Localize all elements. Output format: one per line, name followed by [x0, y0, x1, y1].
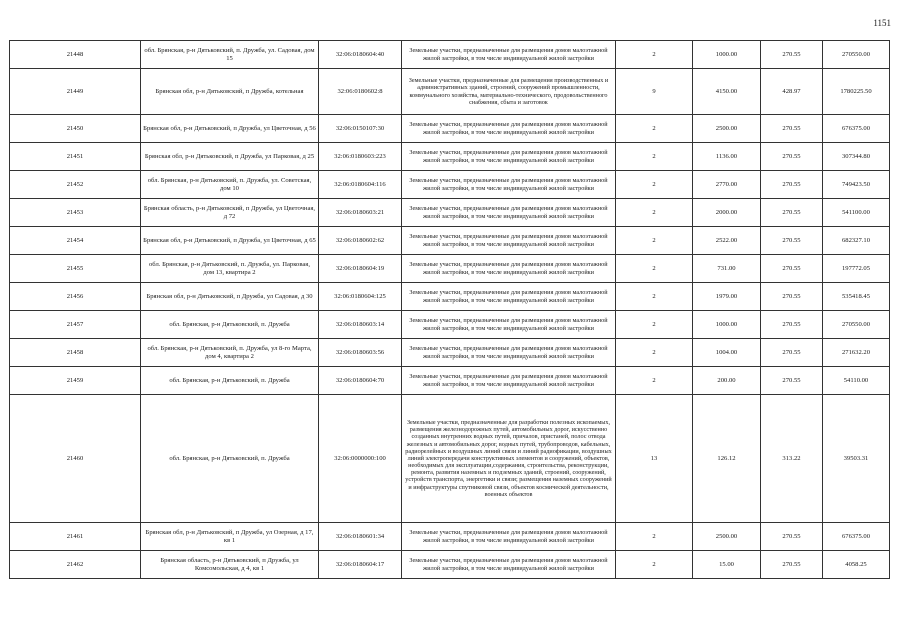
row-address: обл. Брянская, р-н Дятьковский, п. Дружба, ул. Советская, дом 10: [141, 171, 319, 199]
row-use-code: 2: [616, 283, 693, 311]
row-id: 21449: [10, 69, 141, 115]
row-value: 541100.00: [823, 199, 890, 227]
row-address: Брянская область, р-н Дятьковский, п Дружба, ул Комсомольская, д 4, кв 1: [141, 551, 319, 579]
row-use-code: 13: [616, 395, 693, 523]
row-use-code: 2: [616, 339, 693, 367]
row-address: обл. Брянская, р-н Дятьковский, п. Дружба, ул 8-го Марта, дом 4, квартира 2: [141, 339, 319, 367]
row-rate: 270.55: [761, 41, 823, 69]
row-cadastral-number: 32:06:0180603:14: [319, 311, 402, 339]
row-value: 1780225.50: [823, 69, 890, 115]
row-id: 21452: [10, 171, 141, 199]
row-area: 1000.00: [693, 41, 761, 69]
table-row: [10, 115, 890, 143]
row-area: 4150.00: [693, 69, 761, 115]
row-cadastral-number: 32:06:0180603:21: [319, 199, 402, 227]
row-cadastral-number: 32:06:0180602:8: [319, 69, 402, 115]
row-area: 2000.00: [693, 199, 761, 227]
row-use-code: 2: [616, 143, 693, 171]
row-use-code: 2: [616, 115, 693, 143]
row-use-code: 2: [616, 367, 693, 395]
row-rate: 313.22: [761, 395, 823, 523]
row-cadastral-number: 32:06:0180603:223: [319, 143, 402, 171]
row-cadastral-number: 32:06:0180604:125: [319, 283, 402, 311]
table-row: [10, 395, 890, 523]
row-cadastral-number: 32:06:0180604:116: [319, 171, 402, 199]
row-land-use: Земельные участки, предназначенные для размещения домов малоэтажной жилой застройки, в том числе индивидуальной жилой застройки: [402, 523, 616, 551]
row-cadastral-number: 32:06:0180604:17: [319, 551, 402, 579]
row-id: 21453: [10, 199, 141, 227]
row-rate: 428.97: [761, 69, 823, 115]
table-row: [10, 199, 890, 227]
row-rate: 270.55: [761, 339, 823, 367]
row-land-use: Земельные участки, предназначенные для разработки полезных ископаемых, размещения железнодорожных путей, автомобильных дорог, искусственно созданных внутренних водных путей, причалов, пристаней, полос отвода железных и автомобильных дорог, водных путей, трубопроводов, кабельных, радиорелейных и воздушных линий связи и линий радиофикации, воздушных линий электропередачи конструктивных элементов и сооружений, объектов, необходимых для эксплуатации,содержания, строительства, реконструкции, ремонта, развития наземных и подземных зданий, строений, сооружений, устройств транспорта, энергетики и связи; размещения наземных сооружений и инфраструктуры спутниковой связи, объектов космической деятельности, военных объектов: [402, 395, 616, 523]
row-address: обл. Брянская, р-н Дятьковский, п. Дружба, ул. Садовая, дом 15: [141, 41, 319, 69]
row-rate: 270.55: [761, 143, 823, 171]
row-area: 1004.00: [693, 339, 761, 367]
row-id: 21448: [10, 41, 141, 69]
row-id: 21459: [10, 367, 141, 395]
row-rate: 270.55: [761, 367, 823, 395]
row-address: обл. Брянская, р-н Дятьковский, п. Дружба: [141, 367, 319, 395]
row-land-use: Земельные участки, предназначенные для размещения домов малоэтажной жилой застройки, в том числе индивидуальной жилой застройки: [402, 227, 616, 255]
row-id: 21458: [10, 339, 141, 367]
row-area: 200.00: [693, 367, 761, 395]
row-land-use: Земельные участки, предназначенные для размещения домов малоэтажной жилой застройки, в том числе индивидуальной жилой застройки: [402, 367, 616, 395]
row-land-use: Земельные участки, предназначенные для размещения домов малоэтажной жилой застройки, в том числе индивидуальной жилой застройки: [402, 283, 616, 311]
row-rate: 270.55: [761, 227, 823, 255]
row-value: 307344.80: [823, 143, 890, 171]
row-value: 4058.25: [823, 551, 890, 579]
table-row: [10, 283, 890, 311]
row-land-use: Земельные участки, предназначенные для размещения производственных и административных зданий, строений, сооружений промышленности, коммунального хозяйства, материально-технического, продовольственного снабжения, сбыта и заготовок: [402, 69, 616, 115]
row-area: 2500.00: [693, 115, 761, 143]
row-land-use: Земельные участки, предназначенные для размещения домов малоэтажной жилой застройки, в том числе индивидуальной жилой застройки: [402, 199, 616, 227]
row-rate: 270.55: [761, 199, 823, 227]
row-area: 2770.00: [693, 171, 761, 199]
row-use-code: 2: [616, 171, 693, 199]
row-land-use: Земельные участки, предназначенные для размещения домов малоэтажной жилой застройки, в том числе индивидуальной жилой застройки: [402, 143, 616, 171]
row-id: 21451: [10, 143, 141, 171]
row-id: 21456: [10, 283, 141, 311]
row-use-code: 2: [616, 199, 693, 227]
table-row: [10, 227, 890, 255]
row-cadastral-number: 32:06:0180604:70: [319, 367, 402, 395]
row-value: 197772.05: [823, 255, 890, 283]
row-rate: 270.55: [761, 171, 823, 199]
row-land-use: Земельные участки, предназначенные для размещения домов малоэтажной жилой застройки, в том числе индивидуальной жилой застройки: [402, 255, 616, 283]
row-land-use: Земельные участки, предназначенные для размещения домов малоэтажной жилой застройки, в том числе индивидуальной жилой застройки: [402, 551, 616, 579]
row-address: обл. Брянская, р-н Дятьковский, п. Дружба: [141, 311, 319, 339]
row-area: 15.00: [693, 551, 761, 579]
row-rate: 270.55: [761, 283, 823, 311]
table-row: [10, 523, 890, 551]
row-rate: 270.55: [761, 523, 823, 551]
row-address: Брянская обл, р-н Дятьковский, п Дружба, ул Парковая, д 25: [141, 143, 319, 171]
row-use-code: 2: [616, 551, 693, 579]
table-row: [10, 143, 890, 171]
row-area: 1136.00: [693, 143, 761, 171]
row-value: 270550.00: [823, 311, 890, 339]
row-land-use: Земельные участки, предназначенные для размещения домов малоэтажной жилой застройки, в том числе индивидуальной жилой застройки: [402, 311, 616, 339]
row-value: 676375.00: [823, 115, 890, 143]
row-use-code: 2: [616, 227, 693, 255]
row-cadastral-number: 32:06:0180603:56: [319, 339, 402, 367]
row-value: 682327.10: [823, 227, 890, 255]
row-id: 21454: [10, 227, 141, 255]
row-cadastral-number: 32:06:0180604:40: [319, 41, 402, 69]
row-value: 749423.50: [823, 171, 890, 199]
row-address: обл. Брянская, р-н Дятьковский, п. Дружба, ул. Парковая, дом 13, квартира 2: [141, 255, 319, 283]
row-use-code: 2: [616, 41, 693, 69]
row-use-code: 2: [616, 255, 693, 283]
row-area: 126.12: [693, 395, 761, 523]
row-area: 2500.00: [693, 523, 761, 551]
row-address: Брянская область, р-н Дятьковский, п Дружба, ул Цветочная, д 72: [141, 199, 319, 227]
row-address: Брянская обл, р-н Дятьковский, п Дружба, котельная: [141, 69, 319, 115]
row-value: 676375.00: [823, 523, 890, 551]
row-use-code: 2: [616, 311, 693, 339]
table-row: [10, 41, 890, 69]
row-value: 39503.31: [823, 395, 890, 523]
table-row: [10, 551, 890, 579]
table-row: [10, 255, 890, 283]
table-row: [10, 367, 890, 395]
row-land-use: Земельные участки, предназначенные для размещения домов малоэтажной жилой застройки, в том числе индивидуальной жилой застройки: [402, 339, 616, 367]
row-land-use: Земельные участки, предназначенные для размещения домов малоэтажной жилой застройки, в том числе индивидуальной жилой застройки: [402, 115, 616, 143]
row-address: Брянская обл, р-н Дятьковский, п Дружба, ул Садовая, д 30: [141, 283, 319, 311]
row-area: 2522.00: [693, 227, 761, 255]
row-cadastral-number: 32:06:0180604:19: [319, 255, 402, 283]
row-use-code: 9: [616, 69, 693, 115]
row-address: обл. Брянская, р-н Дятьковский, п. Дружба: [141, 395, 319, 523]
row-id: 21462: [10, 551, 141, 579]
table-row: [10, 339, 890, 367]
row-cadastral-number: 32:06:0180601:34: [319, 523, 402, 551]
row-address: Брянская обл, р-н Дятьковский, п Дружба, ул Озерная, д 17, кв 1: [141, 523, 319, 551]
row-rate: 270.55: [761, 255, 823, 283]
row-value: 54110.00: [823, 367, 890, 395]
row-address: Брянская обл, р-н Дятьковский, п Дружба, ул Цветочная, д 56: [141, 115, 319, 143]
row-land-use: Земельные участки, предназначенные для размещения домов малоэтажной жилой застройки, в том числе индивидуальной жилой застройки: [402, 171, 616, 199]
row-id: 21450: [10, 115, 141, 143]
row-value: 271632.20: [823, 339, 890, 367]
table-row: [10, 171, 890, 199]
row-cadastral-number: 32:06:0150107:30: [319, 115, 402, 143]
row-area: 731.00: [693, 255, 761, 283]
page-number: 1151: [873, 18, 891, 28]
row-cadastral-number: 32:06:0000000:100: [319, 395, 402, 523]
row-cadastral-number: 32:06:0180602:62: [319, 227, 402, 255]
row-rate: 270.55: [761, 551, 823, 579]
row-area: 1979.00: [693, 283, 761, 311]
row-area: 1000.00: [693, 311, 761, 339]
row-id: 21455: [10, 255, 141, 283]
row-id: 21460: [10, 395, 141, 523]
row-use-code: 2: [616, 523, 693, 551]
cadastral-value-table: [9, 40, 890, 579]
row-value: 535418.45: [823, 283, 890, 311]
table-row: [10, 69, 890, 115]
row-address: Брянская обл, р-н Дятьковский, п Дружба, ул Цветочная, д 65: [141, 227, 319, 255]
row-id: 21457: [10, 311, 141, 339]
row-id: 21461: [10, 523, 141, 551]
row-land-use: Земельные участки, предназначенные для размещения домов малоэтажной жилой застройки, в том числе индивидуальной жилой застройки: [402, 41, 616, 69]
row-value: 270550.00: [823, 41, 890, 69]
table-row: [10, 311, 890, 339]
row-rate: 270.55: [761, 311, 823, 339]
row-rate: 270.55: [761, 115, 823, 143]
